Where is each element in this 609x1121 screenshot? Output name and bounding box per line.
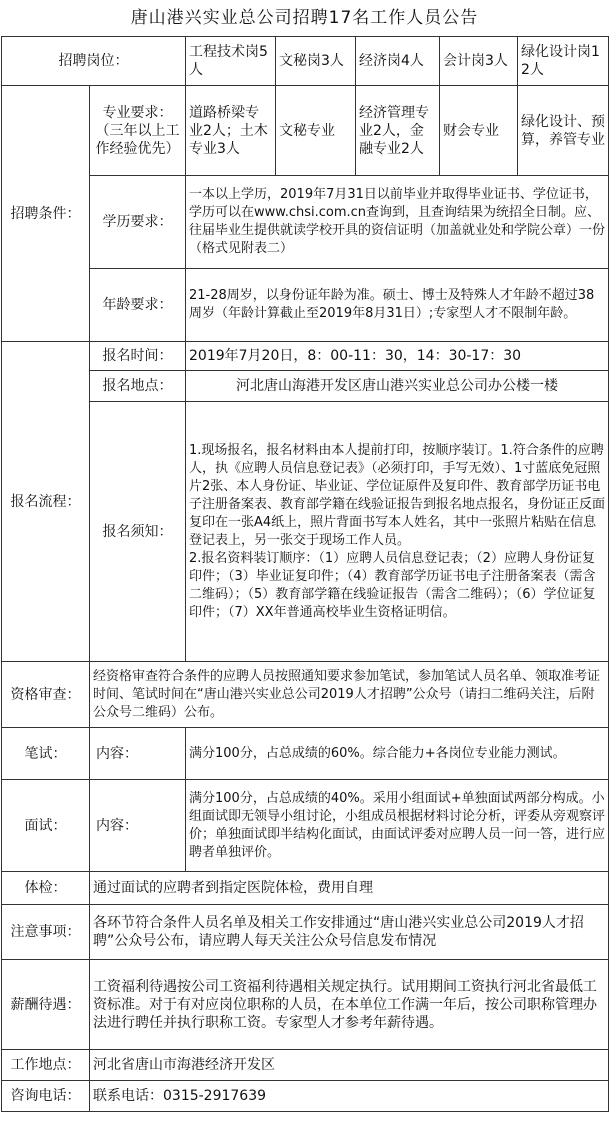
interview-label: 面试： [2,780,90,872]
education-row [2,176,609,269]
major-cell: 经济管理专业2人，金融专业2人 [356,86,440,176]
phone-label: 咨询电话： [2,1081,90,1112]
major-cell: 道路桥梁专业2人；土木专业3人 [186,86,276,176]
signup-notice-row [2,402,609,662]
age-label: 年龄要求： [90,269,186,342]
signup-place-text: 河北唐山海港开发区唐山港兴实业总公司办公楼一楼 [186,371,609,402]
position-cell: 工程技术岗5人 [186,37,276,86]
phone-text: 联系电话：0315-2917639 [90,1081,609,1112]
salary-text: 工资福利待遇按公司工资福利待遇相关规定执行。试用期间工资执行河北省最低工资标准。对于有对应岗位职称的人员，在本单位工作满一年后，按公司职称管理办法进行聘任并执行职称工资。专家型人才参考年薪待遇。 [90,960,609,1050]
review-label: 资格审查： [2,662,90,728]
announcement-table [1,36,609,1112]
signup-place-row [2,371,609,402]
positions-label: 招聘岗位： [2,37,186,86]
page-title: 唐山港兴实业总公司招聘17名工作人员公告 [130,8,479,28]
position-cell: 绿化设计岗12人 [518,37,609,86]
major-label: 专业要求：（三年以上工作经验优先） [90,86,186,176]
signup-place-label: 报名地点： [90,371,186,402]
written-label: 笔试： [2,728,90,780]
education-text: 一本以上学历，2019年7月31日以前毕业并取得毕业证书、学位证书，学历可以在www.chsi.com.cn查询到，且查询结果为统招全日制。应、往届毕业生提供就读学校开具的资信证明（加盖就业处和学院公章）一份（格式见附表二） [186,176,609,269]
notice-paragraph-2: 2.报名资料装订顺序：（1）应聘人员信息登记表；（2）应聘人身份证复印件；（3）毕业证复印件；（4）教育部学历证书电子注册备案表（需含二维码）；（5）教育部学籍在线验证报告（需含二维码）；（6）学位证复印件；（7）XX年普通高校毕业生资格证明信。 [189,550,596,620]
attention-row [2,905,609,960]
conditions-label: 招聘条件： [2,86,90,342]
medical-label: 体检： [2,872,90,905]
phone-row [2,1081,609,1112]
major-cell: 财会专业 [440,86,518,176]
signup-notice-text [186,402,609,662]
major-cell: 文秘专业 [276,86,356,176]
process-label: 报名流程： [2,342,90,662]
education-label: 学历要求： [90,176,186,269]
medical-text: 通过面试的应聘者到指定医院体检，费用自理 [90,872,609,905]
positions-row [2,37,609,86]
workplace-label: 工作地点： [2,1050,90,1081]
attention-text: 各环节符合条件人员名单及相关工作安排通过“唐山港兴实业总公司2019人才招聘”公众号公布，请应聘人每天关注公众号信息发布情况 [90,905,609,960]
signup-time-row [2,342,609,371]
major-row [2,86,609,176]
written-content-label: 内容： [90,728,186,780]
interview-content-label: 内容： [90,780,186,872]
medical-row [2,872,609,905]
signup-notice-label: 报名须知： [90,402,186,662]
written-text: 满分100分，占总成绩的60%。综合能力+各岗位专业能力测试。 [186,728,609,780]
signup-time-text: 2019年7月20日，8：00-11：30，14：30-17：30 [186,342,609,371]
signup-time-label: 报名时间： [90,342,186,371]
notice-paragraph-1: 1.现场报名，报名材料由本人提前打印，按顺序装订。1.符合条件的应聘人，执《应聘人员信息登记表》（必须打印，手写无效）、1寸蓝底免冠照片2张、本人身份证、毕业证、学位证原件及复印件、教育部学历证书电子注册备案表、教育部学籍在线验证报告到报名地点报名，身份证正反面复印在一张A4纸上，照片背面书写本人姓名，其中一张照片粘贴在信息登记表上，另一张交于现场工作人员。 [189,442,606,548]
interview-text: 满分100分，占总成绩的40%。采用小组面试+单独面试两部分构成。小组面试即无领导小组讨论，小组成员根据材料讨论分析，评委从旁观察评价；单独面试即半结构化面试，由面试评委对应聘人员一问一答，进行应聘者单独评价。 [186,780,609,872]
salary-label: 薪酬待遇： [2,960,90,1050]
review-text: 经资格审查符合条件的应聘人员按照通知要求参加笔试，参加笔试人员名单、领取准考证时间、笔试时间在“唐山港兴实业总公司2019人才招聘”公众号（请扫二维码关注，后附公众号二维码）公布。 [90,662,609,728]
position-cell: 经济岗4人 [356,37,440,86]
workplace-text: 河北省唐山市海港经济开发区 [90,1050,609,1081]
attention-label: 注意事项： [2,905,90,960]
major-cell: 绿化设计、预算，养管专业 [518,86,609,176]
age-text: 21-28周岁，以身份证年龄为准。硕士、博士及特殊人才年龄不超过38周岁（年龄计算截止至2019年8月31日）;专家型人才不限制年龄。 [186,269,609,342]
salary-row [2,960,609,1050]
position-cell: 文秘岗3人 [276,37,356,86]
interview-row [2,780,609,872]
position-cell: 会计岗3人 [440,37,518,86]
workplace-row [2,1050,609,1081]
written-row [2,728,609,780]
review-row [2,662,609,728]
age-row [2,269,609,342]
